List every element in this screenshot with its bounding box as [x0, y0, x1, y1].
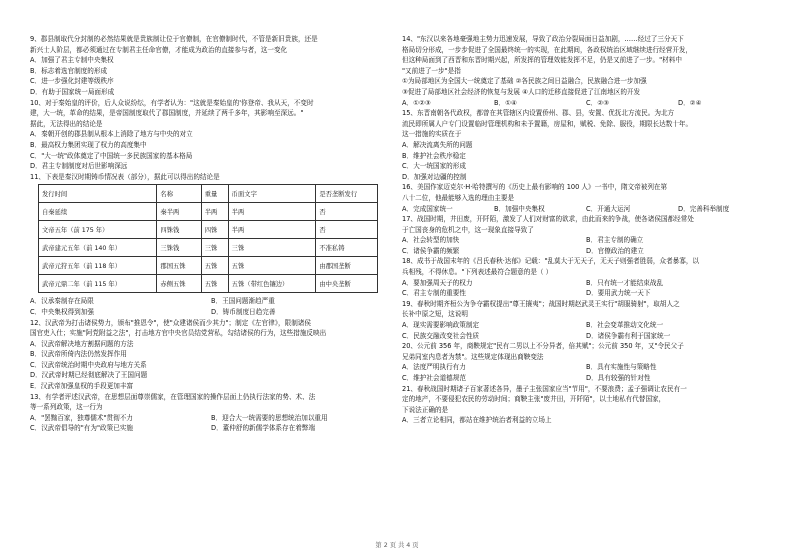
question-line: 12、汉武帝为打击诸侯势力，颁布"推恩令"，使"众建诸侯而少其力"；制定《左官律》，限制诸侯 [30, 318, 311, 327]
table-cell: 文帝五年（前 175 年） [39, 221, 157, 239]
question-line: 于亡国丧身的危机之中，这一现象直接导致了 [402, 225, 534, 234]
table-cell: 五铢（带红色镶边） [228, 275, 316, 293]
question-11-options [30, 296, 392, 317]
question-line: B．标志着选官制度的形成 [30, 66, 108, 75]
question-line: A．汉武帝解决地方割据问题的方法 [30, 339, 134, 348]
question-line: 20、公元前 356 年，商鞅规定"民有二男以上不分异者，倍其赋"；公元前 350 年，又"令民父子 [402, 342, 684, 351]
option-row [30, 413, 392, 424]
question-line: B．维护社会秩序稳定 [402, 151, 466, 160]
question-line: 定的地产，不要侵犯农民的劳动时间；商鞅主张"废井田，开阡陌"，以土地私有代替国家， [402, 395, 666, 404]
option: D．诸侯争霸有利于国家统一 [586, 331, 671, 340]
question-line: 10、对于秦始皇的评价，后人众说纷纭，有学者认为："这就是秦始皇的'你登帝、我从天，不变时 [30, 98, 314, 107]
table-header-cell: 是否垄断发行 [316, 185, 378, 203]
option: B．只有统一才能结束战乱 [586, 278, 664, 287]
table-cell: 郡国五铢 [157, 257, 201, 275]
table-cell: 秦半两 [157, 203, 201, 221]
question-line: 17、战国时期，井田废，开阡陌，激发了人们对财富的欲求，由此而来的争战，使各诸侯国都经常处 [402, 215, 694, 224]
question-14 [402, 34, 770, 98]
question-line: 9、郡县制取代分封制的必然结果就是贵族制让位于官僚制，在官僚制时代，不管是新旧贵族，还是 [30, 35, 318, 43]
question-line: ①为局部地区为全国大一统奠定了基础 ②各民族之间日益融合，民族融合进一步加强 [402, 77, 647, 86]
question-line: A．秦朝开创的郡县制从根本上消除了地方与中央的对立 [30, 130, 193, 139]
option: A．要加强周天子的权力 [402, 278, 473, 287]
question-line: C．"大一统"政体奠定了中国统一多民族国家的基本格局 [30, 151, 193, 160]
table-cell: 自秦延续 [39, 203, 157, 221]
table-cell: 四铢 [201, 221, 228, 239]
question-16 [402, 182, 770, 203]
right-column [402, 34, 770, 426]
option-row [402, 320, 770, 331]
question-line: ③促进了局部地区社会经济的恢复与发展 ④人口的迁移直接促进了江南地区的开发 [402, 87, 641, 96]
option: C．民族交融改变社会性质 [402, 331, 480, 340]
question-line: 流民即所属人户专门设置临时管理机构和未予置籍，房屋和，赋税、免除、服役，期限长达数十年。 [402, 119, 693, 128]
table-cell: 半两 [201, 203, 228, 221]
table-cell: 武帝建元五年（前 140 年） [39, 239, 157, 257]
question-line: 下说法正确的是 [402, 405, 449, 414]
question-17-options [402, 235, 770, 256]
question-line: D．有助于国家统一局面形成 [30, 87, 115, 96]
question-line: 格局切分形成，一步步促进了全国最终统一的实现，在此期间，各政权统治区域继续进行经营开发， [402, 45, 693, 54]
table-cell: 不准私铸 [316, 239, 378, 257]
question-line: 据此，无法得出的结论是 [30, 119, 103, 128]
table-row [39, 275, 378, 293]
question-21 [402, 384, 770, 426]
option: C．诸侯争霸的频繁 [402, 246, 460, 255]
option: C．②③ [586, 98, 610, 107]
question-line: 兵相残，不得休息。"下列表述最符合题意的是（ ） [402, 268, 553, 277]
question-line: 兄弟同室内息者为禁"。这些规定体现出商鞅变法 [402, 352, 544, 361]
table-cell: 由郡国垄断 [316, 257, 378, 275]
table-cell: 五铢 [228, 257, 316, 275]
option: B．王国问题渐趋严重 [211, 297, 275, 306]
question-line: A．三者立论相同，都站在维护统治者利益的立场上 [402, 416, 552, 425]
option-row [402, 373, 770, 384]
question-11-stem: 11、下表是秦汉时期铸币情况表（部分），据此可以得出的结论是 [30, 172, 220, 181]
option: D．完善科举制度 [678, 204, 730, 213]
question-line: 13、有学者评述汉武帝，在思想层面尊崇儒家，在管理国家的操作层面上仍执行法家的势、术、法 [30, 392, 316, 401]
question-line: A．解决流离失所的问题 [402, 140, 473, 149]
table-cell: 否 [316, 203, 378, 221]
table-cell: 由中央垄断 [316, 275, 378, 293]
option: B．具有实施性与策略性 [586, 363, 657, 372]
option: D．②④ [678, 98, 702, 107]
option: A．"罢黜百家，独尊儒术"贯彻不力 [30, 413, 133, 422]
option-row [30, 296, 392, 307]
option: C．汉武帝倡导的"有为"政策已实施 [30, 424, 133, 433]
table-header-cell: 重量 [201, 185, 228, 203]
option-row [402, 246, 770, 257]
table-cell: 赤侧五铢 [157, 275, 201, 293]
option: A．社会转型的加快 [402, 236, 460, 245]
table-cell: 三铢 [228, 239, 316, 257]
question-line: D．汉武帝时期已经彻底解决了王国问题 [30, 371, 148, 380]
question-18 [402, 256, 770, 277]
question-line: B．汉武帝所倚内法仍然发挥作用 [30, 350, 127, 359]
option: C．维护社会道德规范 [402, 374, 466, 382]
table-row [39, 221, 378, 239]
question-14-options [402, 98, 770, 109]
table-cell: 半两 [228, 203, 316, 221]
table-header-cell: 名称 [157, 185, 201, 203]
question-10 [30, 98, 392, 172]
table-row [39, 239, 378, 257]
question-line: 国官吏入仕；实施"阿党附益之法"，打击地方官中央官员结党营私，勾结诸侯的行为，这些措施反映出 [30, 329, 327, 338]
option: C．开通大运河 [586, 204, 631, 213]
question-line: D．君主专制制度对后世影响深远 [30, 162, 128, 171]
table-header-cell: 币面文字 [228, 185, 316, 203]
question-19-options [402, 320, 770, 341]
page-footer: 第 2 页 共 4 页 [375, 542, 419, 549]
table-header-cell: 发行时间 [39, 185, 157, 203]
question-13 [30, 392, 392, 413]
question-13-options [30, 413, 392, 434]
option: B．君主专制的确立 [586, 236, 644, 245]
question-line: 14、"东汉以来各地豪强地主势力迅速发展，导致了政治分裂局面日益加剧，……经过了三分天下 [402, 35, 684, 43]
question-20 [402, 341, 770, 362]
option: B．社会变革推动文化统一 [586, 321, 664, 330]
option-row [402, 331, 770, 342]
option: D．铸币制度日趋完善 [211, 307, 276, 316]
question-line: 长补中原之短，这说明 [402, 310, 468, 319]
question-line: 15、东晋南朝各代政权，都曾在其管辖区内设置侨州、郡、县，安置、优抚北方流民。为北方 [402, 109, 675, 118]
option: D．要用武力统一天下 [586, 289, 651, 298]
question-17 [402, 214, 770, 235]
option-row [402, 362, 770, 373]
option-row [30, 423, 392, 434]
question-line: 等一系列政策，这一行为 [30, 403, 103, 412]
left-column [30, 34, 392, 434]
option-row [402, 278, 770, 289]
question-line: A．加强了君主专制中央集权 [30, 56, 114, 65]
question-line: E．汉武帝加强皇权的手段更加丰富 [30, 382, 134, 391]
question-line: "又前进了一步"是指 [402, 66, 461, 75]
question-line: C．大一统国家的形成 [402, 162, 466, 171]
question-line: 这一措施的实质在于 [402, 130, 462, 139]
option: C．中央集权得到加强 [30, 307, 94, 316]
table-cell: 五铢 [201, 275, 228, 293]
table-cell: 五铢 [201, 257, 228, 275]
option: A．法度严明执行有力 [402, 363, 466, 372]
option-row [402, 288, 770, 299]
question-line: 16、美国作家迈克尔·H·哈特撰写的《历史上最有影响的 100 人》一书中，隋文帝被列在第 [402, 183, 668, 192]
question-9 [30, 34, 392, 98]
table-cell: 武帝元狩五年（前 118 年） [39, 257, 157, 275]
option: B．①④ [494, 98, 517, 107]
option: A．汉承秦制存在局限 [30, 297, 94, 306]
option: D．具有较强的针对性 [586, 374, 651, 382]
coin-table [38, 184, 378, 293]
question-line: 21、春秋战国时期诸子百家著述各异，墨子主张国家应当"节用"，不要浪费；孟子强调让农民有一 [402, 384, 687, 393]
question-15 [402, 108, 770, 182]
question-line: 八十二位，他最能够入选的理由主要是 [402, 193, 515, 202]
question-line: C．汉武帝统治时期中央政府与地方关系 [30, 360, 147, 369]
option-row [402, 235, 770, 246]
option: B．迎合大一统需要的思想统治加以重用 [211, 413, 328, 422]
table-row [39, 257, 378, 275]
table-cell: 半两 [228, 221, 316, 239]
option: D．董仲舒的新儒学体系存在着弊端 [211, 424, 315, 433]
table-cell: 三铢 [201, 239, 228, 257]
option: A．现实需要影响政策制定 [402, 321, 480, 330]
question-line: 但这种局面到了西晋和东晋时期兴起，所发挥的管理效能发挥不足，仍是又前进了一步。"材料中 [402, 56, 682, 65]
question-line: B．最高权力集团实现了权力的高度集中 [30, 140, 147, 149]
table-cell: 武帝元鼎二年（前 115 年） [39, 275, 157, 293]
question-line: 建，大一统，革命的结果，是帝国制度取代了郡国制度，并延续了两千多年，其影响至深远。" [30, 109, 304, 118]
question-18-options [402, 278, 770, 299]
question-line: 18、成书于战国末年的《吕氏春秋·达郁》记载："乱莫大于无天子，无天子则强者胜弱，众者暴寡，以 [402, 257, 700, 266]
question-20-options [402, 362, 770, 383]
table-cell: 三铢钱 [157, 239, 201, 257]
table-header-row [39, 185, 378, 203]
table-cell: 否 [316, 221, 378, 239]
question-line: D．加强对边疆的控制 [402, 172, 467, 181]
question-line: 19、春秋时期齐桓公为争夺霸权提出"尊王攘夷"；战国时期赵武灵王实行"胡服骑射"，取胡人之 [402, 299, 680, 308]
question-line: 新兴士人阶层，都必须通过在专制君主任命官僚，才能成为政治的直接参与者，这一变化 [30, 45, 288, 54]
option: A．①②③ [402, 98, 431, 107]
option: A．完成国家统一 [402, 204, 453, 213]
question-line: C．进一步强化封建等级秩序 [30, 77, 114, 86]
table-row [39, 203, 378, 221]
table-cell: 四铢钱 [157, 221, 201, 239]
option-row [30, 307, 392, 318]
option: B．加强中央集权 [494, 204, 545, 213]
option: D．官僚政治的建立 [586, 246, 644, 255]
question-19 [402, 299, 770, 320]
question-16-options [402, 204, 770, 215]
question-12 [30, 318, 392, 392]
option: C．君主专制的重要性 [402, 289, 466, 298]
